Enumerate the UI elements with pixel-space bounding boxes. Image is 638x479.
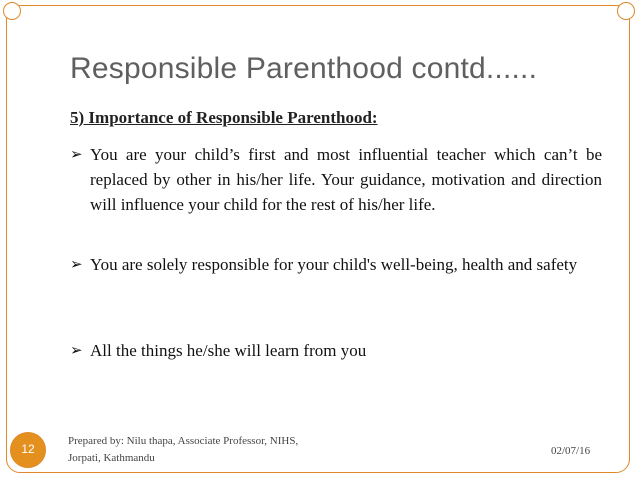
bullet-item bbox=[70, 338, 602, 363]
section-subheading: 5) Importance of Responsible Parenthood: bbox=[70, 108, 378, 127]
bullet-item bbox=[70, 252, 602, 277]
arrow-bullet-icon: ➢ bbox=[70, 145, 83, 163]
bullet-text: You are solely responsible for your child's well-being, health and safety bbox=[90, 255, 578, 274]
bullet-text: All the things he/she will learn from you bbox=[90, 341, 367, 360]
arrow-bullet-icon: ➢ bbox=[70, 341, 83, 359]
footer-prepared-by: Prepared by: Nilu thapa, Associate Professor, NIHS, Jorpati, Kathmandu bbox=[68, 435, 299, 464]
arrow-bullet-icon: ➢ bbox=[70, 255, 83, 273]
slide-title: Responsible Parenthood contd...... bbox=[70, 52, 538, 85]
bullet-item bbox=[70, 142, 602, 217]
bullet-text: You are your child’s first and most influential teacher which can’t be replaced by other in his/her life. Your guidance, motivation and direction will influence your child for the rest of his/her life. bbox=[90, 145, 602, 214]
corner-circle-top-right bbox=[617, 2, 635, 20]
corner-circle-top-left bbox=[3, 2, 21, 20]
footer-date: 02/07/16 bbox=[551, 445, 591, 457]
slide-number-badge: 12 bbox=[10, 432, 46, 468]
